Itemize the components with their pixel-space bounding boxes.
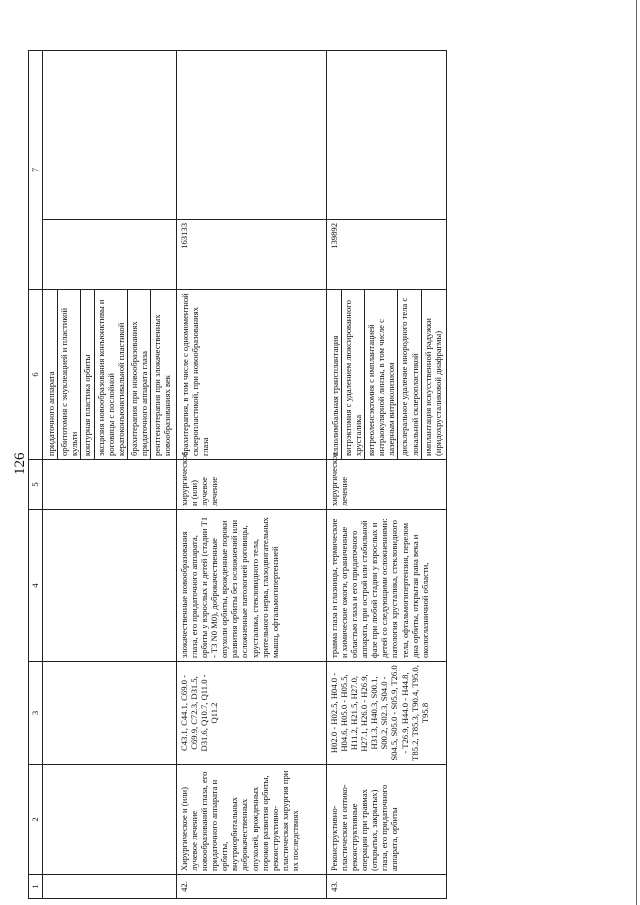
cost-value: 139892	[326, 220, 446, 290]
table-cell	[43, 765, 177, 875]
icd-codes: C43.1, C44.1, C69.0 - C69.9, C72.3, D31.5, D31.6, Q10.7, Q11.0 - Q11.2	[176, 662, 326, 765]
column-number: 4	[29, 510, 43, 662]
care-type-name: Хирургическое и (или) лучевое лечение новообразований глаза, его придаточного аппарата и орбиты, внутриорбитальных доброкачественных опухолей, врожденных пороков развития орбиты, реконструктивно-пластическая хирургия при их последствиях	[176, 765, 326, 875]
table-cell	[43, 875, 177, 899]
method-item: орбитотомия с энуклеацией и пластикой культи	[57, 290, 80, 459]
column-number: 2	[29, 765, 43, 875]
table-row	[326, 50, 446, 898]
row-number: 43.	[326, 875, 446, 899]
table-cell	[43, 220, 177, 290]
column-number: 3	[29, 662, 43, 765]
method-item: дисклеральное удаление инородного тела с локальной склеропластикой	[397, 290, 420, 459]
treatment-type: хирургическое и (или) лучевое лечение	[176, 460, 326, 510]
continued-row	[43, 50, 177, 898]
table-cell	[43, 50, 177, 219]
patient-model: злокачественные новообразования глаза, его придаточного аппарата, орбиты у взрослых и детей (стадии T1 - T3 N0 M0), доброкачественные опухоли орбиты, врожденные пороки развития орбиты без осложнений или осложненные патологией роговицы, хрусталика, стекловидного тела, зрительного нерва, глазодвигательных мышц, офтальмогипертензией	[176, 510, 326, 662]
method-item: придаточного аппарата	[46, 371, 56, 456]
table-cell	[176, 50, 326, 219]
methods-cell	[176, 290, 326, 460]
method-item: эксцизия новообразования конъюнктивы и роговицы с послойной кератоконъюнктивальной пластикой	[94, 290, 127, 459]
method-item: витреоленсэктомия с имплантацией интраокулярной линзы, в том числе с лазерным витриолизисом	[364, 290, 397, 459]
icd-codes: H02.0 - H02.5, H04.0 - H04.6, H05.0 - H05.5, H11.2, H21.5, H27.0, H27.1, H26.0 - H26.9, H31.3, H40.3, S00.1, S00.2, S02.3, S04.0 - S04.5, S05.0 - S05.9, T26.0 - T26.9, H44.0 - H44.8, T85.2, T85.3, T90.4, T95.0, T95.8	[326, 662, 446, 765]
method-item: контурная пластика орбиты	[80, 290, 93, 459]
page-number: 126	[12, 452, 28, 475]
table-cell	[326, 50, 446, 219]
column-number: 6	[29, 290, 43, 460]
care-type-name: Реконструктивно-пластические и оптико-реконструктивные операции при травмах (открытых, закрытых) глаза, его придаточного аппарата, орбиты	[326, 765, 446, 875]
column-number: 7	[29, 50, 43, 289]
methods-cell	[326, 290, 446, 460]
table-cell	[43, 510, 177, 662]
patient-model: травма глаза и глазницы, термические и химические ожоги, ограниченные областью глаза и его придаточного аппарата, при острой или стабильной фазе при любой стадии у взрослых и детей со следующими осложнениями: патология хрусталика, стекловидного тела, офтальмогипертензия, перелом дна орбиты, открытая рана века и окологлазничной области,	[326, 510, 446, 662]
table-cell	[43, 460, 177, 510]
table-row	[176, 50, 326, 898]
treatment-type: хирургическое лечение	[326, 460, 446, 510]
method-item: имплантация искусственной радужки (иридохрусталиковой диафрагмы)	[421, 290, 444, 459]
method-item: брахитерапия при новообразованиях придаточного аппарата глаза	[127, 290, 150, 459]
cost-value: 163133	[176, 220, 326, 290]
column-number-row	[29, 50, 43, 898]
method-item: аллолимбальная трансплантация	[329, 335, 340, 456]
method-item: рентгенотерапия при злокачественных новообразованиях век	[150, 290, 173, 459]
table-cell	[43, 662, 177, 765]
column-number: 1	[29, 875, 43, 899]
medical-care-table	[28, 50, 447, 899]
row-number: 42.	[176, 875, 326, 899]
method-item: брахитерапия, в том числе с одномоментной склеропластикой, при новообразованиях глаза	[179, 293, 210, 456]
methods-cell	[43, 290, 177, 460]
column-number: 5	[29, 460, 43, 510]
method-item: витрэктомия с удалением люксированного хрусталика	[341, 290, 364, 459]
page-edge-line	[636, 0, 637, 905]
